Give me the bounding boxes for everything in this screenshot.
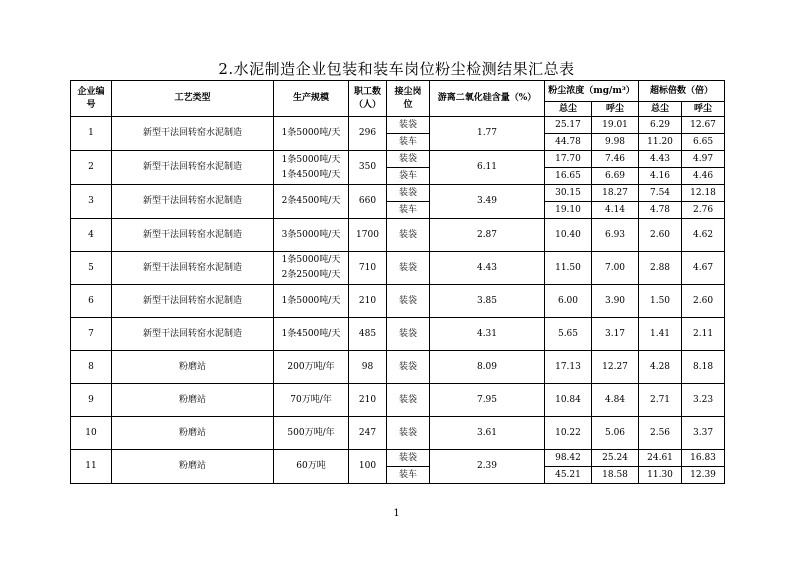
production-scale-line: 1条5000吨/天 (281, 295, 341, 306)
dust-post: 装袋 (387, 285, 430, 318)
workers-count: 210 (349, 384, 387, 417)
resp-dust-exceed: 16.83 (682, 450, 725, 467)
process-type: 粉磨站 (112, 384, 274, 417)
process-type: 新型干法回转窑水泥制造 (112, 117, 274, 151)
resp-dust-exceed: 3.37 (682, 417, 725, 450)
dust-post: 装袋 (387, 384, 430, 417)
table-row (71, 252, 725, 285)
production-scale-line: 3条5000吨/天 (281, 229, 341, 240)
header-resp-dust: 呼尘 (592, 102, 639, 117)
enterprise-no: 10 (71, 417, 112, 450)
resp-dust-concentration: 4.14 (592, 202, 639, 219)
process-type: 新型干法回转窑水泥制造 (112, 219, 274, 252)
table-row (71, 351, 725, 384)
resp-dust-concentration: 25.24 (592, 450, 639, 467)
resp-dust-concentration: 5.06 (592, 417, 639, 450)
resp-dust-concentration: 18.58 (592, 467, 639, 484)
resp-dust-concentration: 9.98 (592, 134, 639, 151)
total-dust-exceed: 4.16 (639, 168, 682, 185)
table-row (71, 417, 725, 450)
total-dust-exceed: 11.20 (639, 134, 682, 151)
production-scale (274, 450, 349, 484)
process-type: 粉磨站 (112, 351, 274, 384)
workers-count: 485 (349, 318, 387, 351)
production-scale (274, 185, 349, 219)
resp-dust-exceed: 4.97 (682, 151, 725, 168)
resp-dust-exceed: 2.76 (682, 202, 725, 219)
production-scale-line: 1条4500吨/天 (281, 169, 341, 180)
total-dust-exceed: 2.56 (639, 417, 682, 450)
resp-dust-concentration: 7.46 (592, 151, 639, 168)
total-dust-concentration: 5.65 (545, 318, 592, 351)
table-row (71, 117, 725, 134)
production-scale-line: 1条5000吨/天 (281, 255, 341, 265)
dust-post: 装袋 (387, 117, 430, 134)
total-dust-exceed: 1.41 (639, 318, 682, 351)
dust-post: 装车 (387, 467, 430, 484)
total-dust-concentration: 19.10 (545, 202, 592, 219)
resp-dust-exceed: 2.60 (682, 285, 725, 318)
process-type: 新型干法回转窑水泥制造 (112, 285, 274, 318)
total-dust-exceed: 2.71 (639, 384, 682, 417)
enterprise-no: 7 (71, 318, 112, 351)
total-dust-concentration: 10.84 (545, 384, 592, 417)
header-exceed-multiple: 超标倍数（倍） (639, 81, 725, 102)
total-dust-exceed: 1.50 (639, 285, 682, 318)
table-row (71, 384, 725, 417)
total-dust-exceed: 2.88 (639, 252, 682, 285)
enterprise-no: 8 (71, 351, 112, 384)
resp-dust-exceed: 4.67 (682, 252, 725, 285)
total-dust-exceed: 7.54 (639, 185, 682, 202)
production-scale (274, 285, 349, 318)
total-dust-exceed: 4.43 (639, 151, 682, 168)
process-type: 新型干法回转窑水泥制造 (112, 185, 274, 219)
process-type: 粉磨站 (112, 450, 274, 484)
production-scale-line: 70万吨/年 (290, 394, 332, 405)
production-scale-line: 2条2500吨/天 (281, 270, 341, 280)
enterprise-no: 4 (71, 219, 112, 252)
enterprise-no: 2 (71, 151, 112, 185)
dust-post: 装车 (387, 202, 430, 219)
resp-dust-concentration: 3.90 (592, 285, 639, 318)
document-title: 2.水泥制造企业包装和装车岗位粉尘检测结果汇总表 (218, 60, 575, 78)
dust-post: 装袋 (387, 185, 430, 202)
enterprise-no: 11 (71, 450, 112, 484)
total-dust-concentration: 98.42 (545, 450, 592, 467)
total-dust-concentration: 44.78 (545, 134, 592, 151)
enterprise-no: 1 (71, 117, 112, 151)
resp-dust-exceed: 8.18 (682, 351, 725, 384)
resp-dust-concentration: 7.00 (592, 252, 639, 285)
total-dust-exceed: 4.78 (639, 202, 682, 219)
resp-dust-exceed: 3.23 (682, 384, 725, 417)
dust-post: 装袋 (387, 151, 430, 168)
table-row (71, 318, 725, 351)
total-dust-concentration: 11.50 (545, 252, 592, 285)
header-enterprise-no: 企业编号 (71, 81, 112, 117)
enterprise-no: 3 (71, 185, 112, 219)
workers-count: 210 (349, 285, 387, 318)
header-total-dust: 总尘 (545, 102, 592, 117)
production-scale-line: 1条5000吨/天 (281, 128, 341, 138)
production-scale-line: 1条5000吨/天 (281, 154, 341, 165)
production-scale (274, 151, 349, 185)
total-dust-exceed: 6.29 (639, 117, 682, 134)
header-production-scale: 生产规模 (274, 81, 349, 117)
production-scale (274, 351, 349, 384)
resp-dust-concentration: 12.27 (592, 351, 639, 384)
table-row (71, 185, 725, 202)
production-scale (274, 417, 349, 450)
total-dust-concentration: 6.00 (545, 285, 592, 318)
silica-content: 4.31 (430, 318, 545, 351)
resp-dust-concentration: 19.01 (592, 117, 639, 134)
production-scale-line: 2条4500吨/天 (281, 196, 341, 206)
silica-content: 6.11 (430, 151, 545, 185)
total-dust-concentration: 45.21 (545, 467, 592, 484)
workers-count: 350 (349, 151, 387, 185)
process-type: 粉磨站 (112, 417, 274, 450)
enterprise-no: 6 (71, 285, 112, 318)
silica-content: 8.09 (430, 351, 545, 384)
silica-content: 3.85 (430, 285, 545, 318)
resp-dust-exceed: 2.11 (682, 318, 725, 351)
header-workers: 职工数（人） (349, 81, 387, 117)
process-type: 新型干法回转窑水泥制造 (112, 318, 274, 351)
production-scale (274, 384, 349, 417)
header-dust-concentration: 粉尘浓度（mg/m³） (545, 81, 639, 102)
production-scale (274, 219, 349, 252)
production-scale (274, 318, 349, 351)
total-dust-concentration: 10.22 (545, 417, 592, 450)
dust-post: 装袋 (387, 417, 430, 450)
production-scale-line: 60万吨 (296, 461, 326, 471)
table-row (71, 219, 725, 252)
total-dust-concentration: 17.13 (545, 351, 592, 384)
resp-dust-concentration: 3.17 (592, 318, 639, 351)
enterprise-no: 9 (71, 384, 112, 417)
silica-content: 2.39 (430, 450, 545, 484)
total-dust-concentration: 25.17 (545, 117, 592, 134)
resp-dust-concentration: 4.84 (592, 384, 639, 417)
header-total-dust-exceed: 总尘 (639, 102, 682, 117)
process-type: 新型干法回转窑水泥制造 (112, 151, 274, 185)
header-process-type: 工艺类型 (112, 81, 274, 117)
production-scale (274, 252, 349, 285)
resp-dust-exceed: 4.46 (682, 168, 725, 185)
resp-dust-concentration: 6.69 (592, 168, 639, 185)
page-number: 1 (393, 508, 400, 519)
header-resp-dust-exceed: 呼尘 (682, 102, 725, 117)
workers-count: 247 (349, 417, 387, 450)
header-silica-content: 游离二氧化硅含量（%） (430, 81, 545, 117)
enterprise-no: 5 (71, 252, 112, 285)
table-body (71, 117, 725, 484)
header-dust-post: 接尘岗位 (387, 81, 430, 117)
silica-content: 3.49 (430, 185, 545, 219)
total-dust-exceed: 4.28 (639, 351, 682, 384)
total-dust-concentration: 17.70 (545, 151, 592, 168)
production-scale (274, 117, 349, 151)
resp-dust-concentration: 6.93 (592, 219, 639, 252)
resp-dust-exceed: 12.39 (682, 467, 725, 484)
total-dust-exceed: 2.60 (639, 219, 682, 252)
silica-content: 4.43 (430, 252, 545, 285)
production-scale-line: 1条4500吨/天 (281, 328, 341, 339)
dust-results-table (70, 80, 725, 484)
workers-count: 660 (349, 185, 387, 219)
workers-count: 100 (349, 450, 387, 484)
dust-post: 装袋 (387, 318, 430, 351)
workers-count: 296 (349, 117, 387, 151)
workers-count: 98 (349, 351, 387, 384)
dust-post: 装袋 (387, 219, 430, 252)
resp-dust-exceed: 12.67 (682, 117, 725, 134)
dust-post: 装车 (387, 134, 430, 151)
workers-count: 1700 (349, 219, 387, 252)
dust-post: 装袋 (387, 450, 430, 467)
dust-post: 装袋 (387, 351, 430, 384)
silica-content: 1.77 (430, 117, 545, 151)
silica-content: 7.95 (430, 384, 545, 417)
resp-dust-exceed: 4.62 (682, 219, 725, 252)
dust-post: 装袋 (387, 252, 430, 285)
total-dust-exceed: 11.30 (639, 467, 682, 484)
total-dust-exceed: 24.61 (639, 450, 682, 467)
total-dust-concentration: 16.65 (545, 168, 592, 185)
production-scale-line: 500万吨/年 (287, 427, 335, 438)
total-dust-concentration: 10.40 (545, 219, 592, 252)
production-scale-line: 200万吨/年 (287, 361, 335, 372)
resp-dust-exceed: 6.65 (682, 134, 725, 151)
process-type: 新型干法回转窑水泥制造 (112, 252, 274, 285)
silica-content: 2.87 (430, 219, 545, 252)
total-dust-concentration: 30.15 (545, 185, 592, 202)
dust-post: 袋车 (387, 168, 430, 185)
resp-dust-exceed: 12.18 (682, 185, 725, 202)
resp-dust-concentration: 18.27 (592, 185, 639, 202)
silica-content: 3.61 (430, 417, 545, 450)
table-row (71, 285, 725, 318)
table-row (71, 450, 725, 467)
workers-count: 710 (349, 252, 387, 285)
table-row (71, 151, 725, 168)
